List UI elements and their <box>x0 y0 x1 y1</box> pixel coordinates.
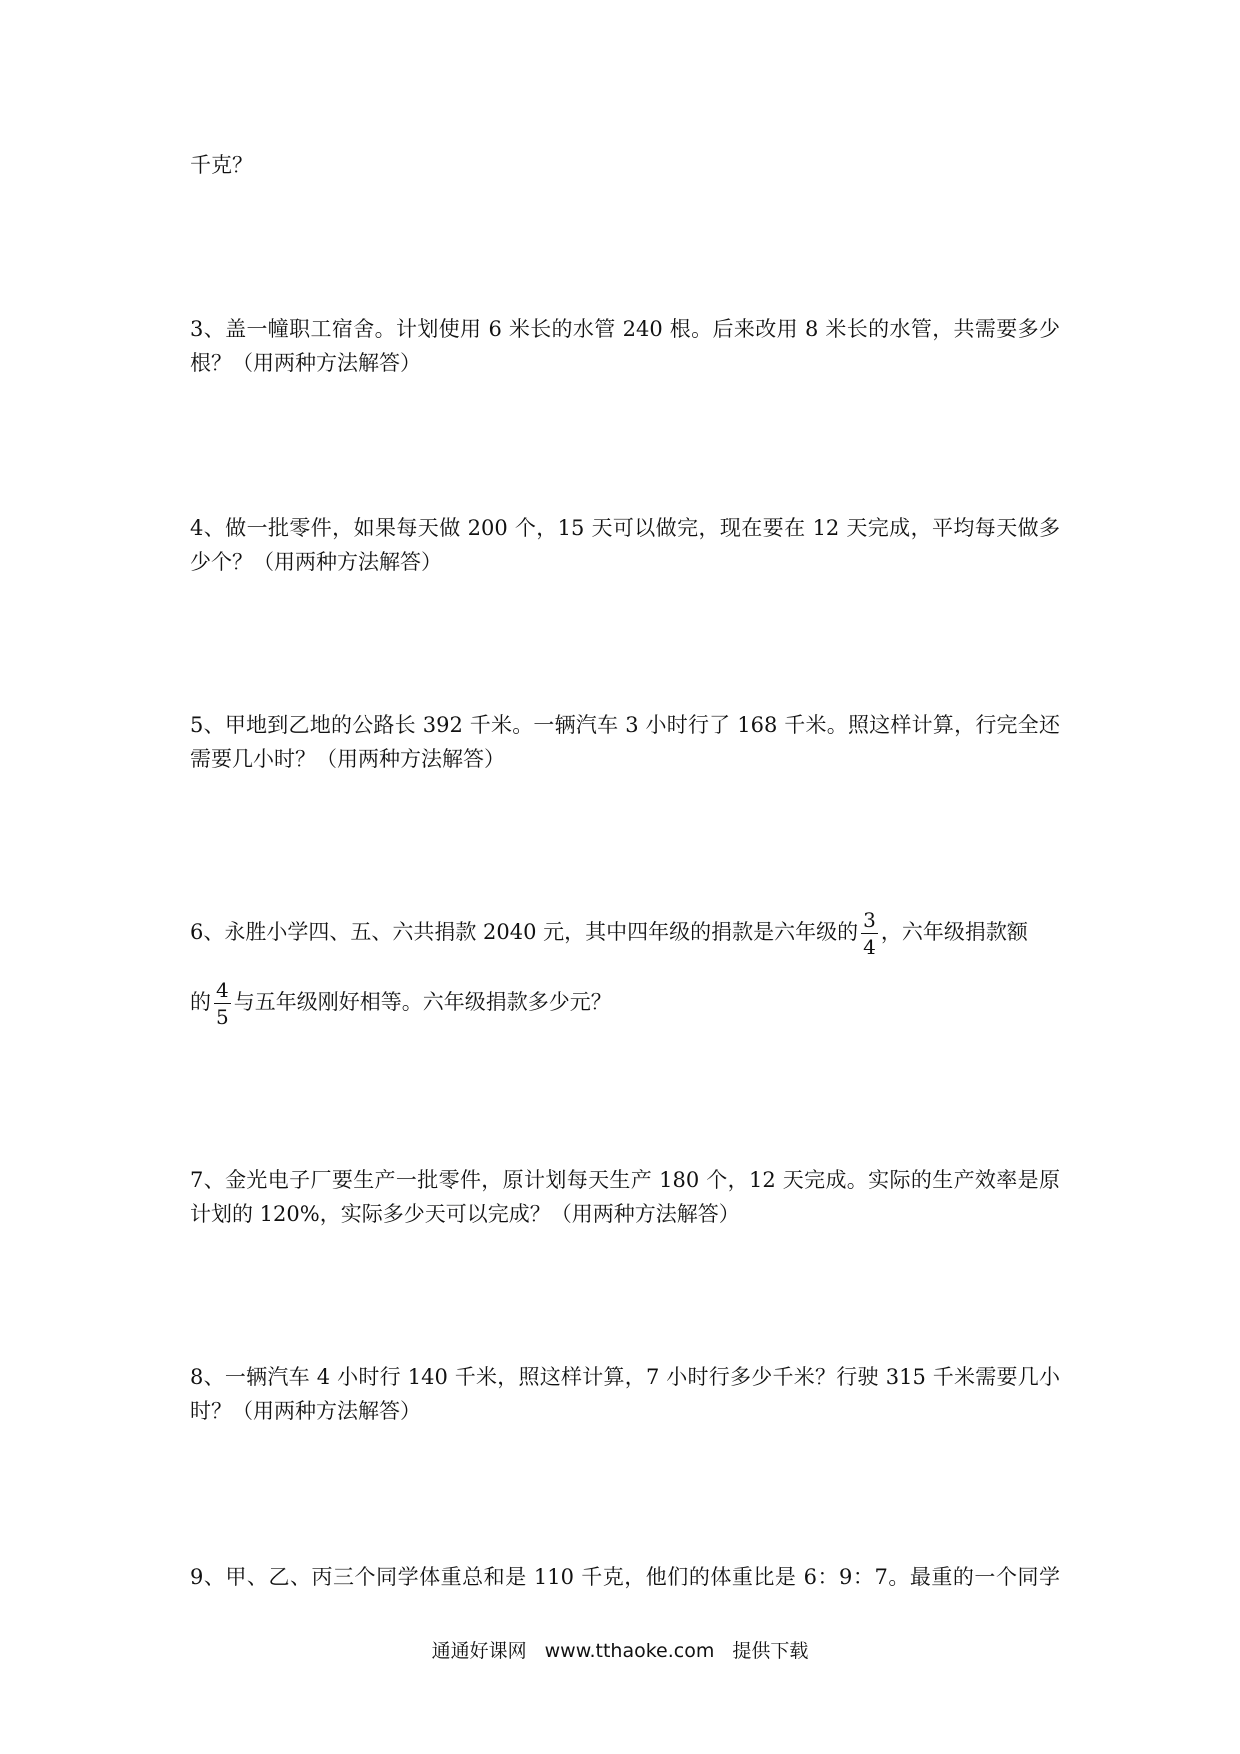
problem-7-line-1: 7、金光电子厂要生产一批零件，原计划每天生产 180 个，12 天完成。实际的生产效率是原 <box>190 1168 1060 1192</box>
problem-6-line-2-text-a: 的 <box>190 990 211 1014</box>
problem-7-line-2: 计划的 120%，实际多少天可以完成？（用两种方法解答） <box>190 1202 740 1226</box>
problem-6-line-1 <box>190 910 1060 957</box>
problem-5-line-1: 5、甲地到乙地的公路长 392 千米。一辆汽车 3 小时行了 168 千米。照这样计算，行完全还 <box>190 713 1060 737</box>
problem-8-line-1: 8、一辆汽车 4 小时行 140 千米，照这样计算，7 小时行多少千米？行驶 315 千米需要几小 <box>190 1365 1060 1389</box>
footer-url: www.tthaoke.com <box>544 1640 715 1662</box>
fraction-denominator: 5 <box>216 1005 229 1029</box>
problem-6-line-2 <box>190 980 612 1027</box>
fraction-three-quarters <box>861 910 878 957</box>
fraction-numerator: 4 <box>216 978 229 1002</box>
problem-5-line-2: 需要几小时？（用两种方法解答） <box>190 747 505 771</box>
problem-9-line-1: 9、甲、乙、丙三个同学体重总和是 110 千克，他们的体重比是 6：9：7。最重的一个同学 <box>190 1565 1060 1589</box>
problem-4-line-1: 4、做一批零件，如果每天做 200 个，15 天可以做完，现在要在 12 天完成，平均每天做多 <box>190 516 1060 540</box>
problem-3-line-1: 3、盖一幢职工宿舍。计划使用 6 米长的水管 240 根。后来改用 8 米长的水管，共需要多少 <box>190 317 1060 341</box>
problem-3-line-2: 根？（用两种方法解答） <box>190 351 421 375</box>
footer-suffix: 提供下载 <box>732 1640 809 1662</box>
problem-6-line-1-text-b: ，六年级捐款额 <box>880 920 1028 944</box>
problem-2-tail: 千克？ <box>190 153 253 177</box>
problem-8-line-2: 时？（用两种方法解答） <box>190 1399 421 1423</box>
fraction-numerator: 3 <box>863 908 876 932</box>
problem-4-line-2: 少个？（用两种方法解答） <box>190 550 442 574</box>
problem-6-line-1-text-a: 6、永胜小学四、五、六共捐款 2040 元，其中四年级的捐款是六年级的 <box>190 920 859 944</box>
problem-6-line-2-text-b: 与五年级刚好相等。六年级捐款多少元？ <box>233 990 612 1014</box>
fraction-four-fifths <box>214 980 231 1027</box>
footer-site-name: 通通好课网 <box>431 1640 527 1662</box>
page-footer <box>0 1636 1240 1663</box>
fraction-denominator: 4 <box>863 935 876 959</box>
